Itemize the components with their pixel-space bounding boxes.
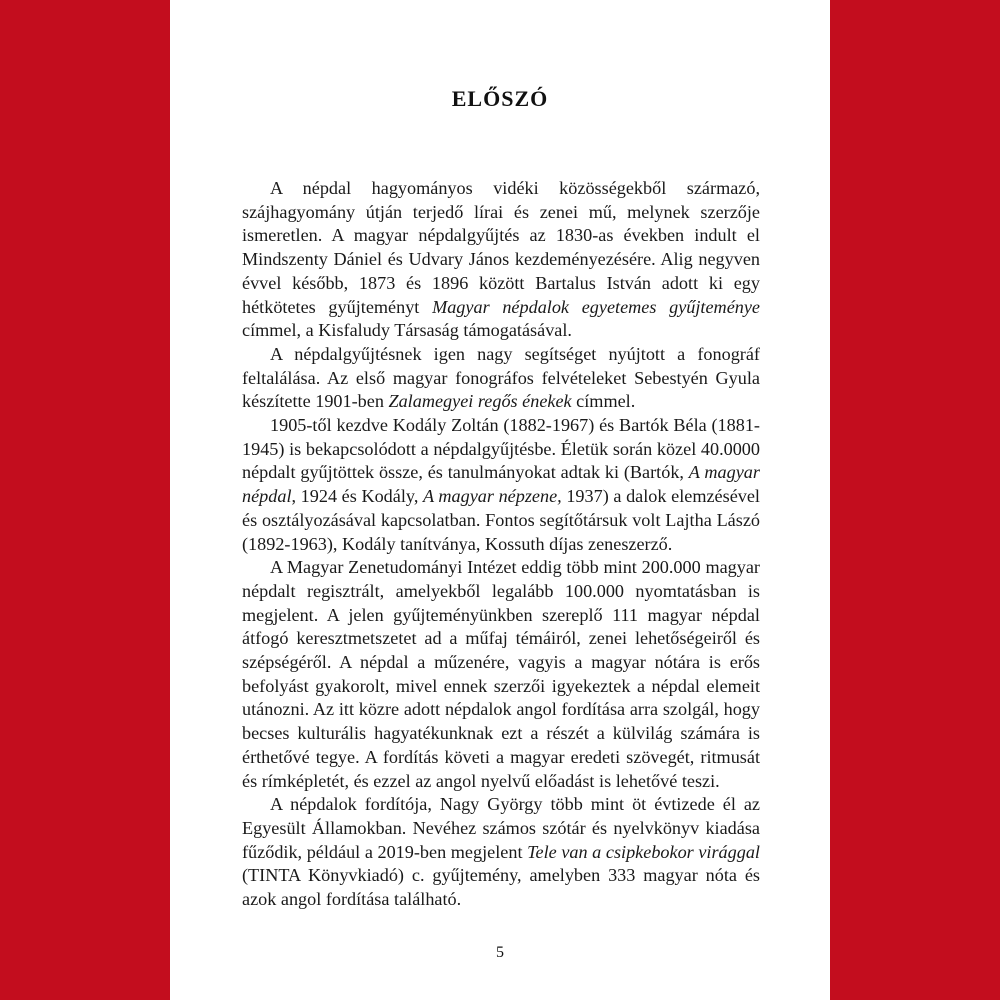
paragraph (242, 414, 760, 556)
italic-title-text: Zalamegyei regős énekek (388, 391, 572, 412)
paragraph-text: , 1924 és Kodály, (291, 486, 423, 507)
paragraph (242, 343, 760, 414)
paragraph (242, 177, 760, 343)
italic-title-text: A magyar népdal (242, 462, 760, 507)
italic-title-text: Tele van a csipkebokor virággal (527, 841, 760, 862)
paragraph-text: címmel, a Kisfaludy Társaság támogatásával. (242, 320, 572, 341)
book-page (170, 0, 830, 1000)
page-number: 5 (496, 944, 504, 961)
paragraph-text: 1905-től kezdve Kodály Zoltán (1882-1967) és Bartók Béla (1881-1945) is bekapcsolódott a népdalgyűjtésbe. Életük során közel 40.0000 népdalt gyűjtöttek össze, és tanulmányokat adtak ki (Bartók, (242, 415, 760, 483)
paragraph-text: A Magyar Zenetudományi Intézet eddig több mint 200.000 magyar népdalt regisztrált, amelyekből legalább 100.000 nyomtatásban is megjelent. A jelen gyűjteményünkben szereplő 111 magyar népdal átfogó keresztmetszetet ad a műfaj témáiról, zenei lehetőségeiről és szépségéről. A népdal a műzenére, vagyis a magyar nótára is erős befolyást gyakorolt, mivel ennek szerzői igyekeztek a népdal elemeit utánozni. Az itt közre adott népdalok angol fordítása arra szolgál, hogy becses kulturális hagyatékunknak ezt a részét a külvilág számára is érthetővé tegye. A fordítás követi a magyar eredeti szövegét, ritmusát és rímképletét, és ezzel az angol nyelvű előadást is lehetővé teszi. (242, 557, 760, 791)
body-text (242, 177, 760, 912)
paragraph-text: címmel. (571, 391, 636, 412)
italic-title-text: A magyar népzene, (423, 486, 562, 507)
paragraph-text: A népdal hagyományos vidéki közösségekből származó, szájhagyomány útján terjedő lírai és zenei mű, melynek szerzője ismeretlen. A magyar népdalgyűjtés az 1830-as években indult el Mindszenty Dániel és Udvary János kezdeményezésére. Alig negyven évvel később, 1873 és 1896 között Bartalus István adott ki egy hétkötetes gyűjteményt (242, 178, 760, 317)
paragraph-text: A népdalgyűjtésnek igen nagy segítséget nyújtott a fonográf feltalálása. Az első magyar fonográfos felvételeket Sebestyén Gyula készítette 1901-ben (242, 343, 760, 412)
paragraph (242, 556, 760, 793)
italic-title-text: Magyar népdalok egyetemes gyűjteménye (432, 296, 761, 317)
paragraph (242, 793, 760, 912)
paragraph-text: 1937) a dalok elemzésével és osztályozásával kapcsolatban. Fontos segítőtársuk volt Lajtha Lászó (1892-1963), Kodály tanítványa, Kossuth díjas zeneszerző. (242, 486, 760, 554)
paragraph-text: (TINTA Könyvkiadó) c. gyűjtemény, amelyben 333 magyar nóta és azok angol fordítása található. (242, 865, 760, 910)
paragraph-text: A népdalok fordítója, Nagy György több mint öt évtizede él az Egyesült Államokban. Nevéhez számos szótár és nyelvkönyv kiadása fűződik, például a 2019-ben megjelent (242, 794, 760, 862)
page-title: ELŐSZÓ (451, 86, 549, 111)
